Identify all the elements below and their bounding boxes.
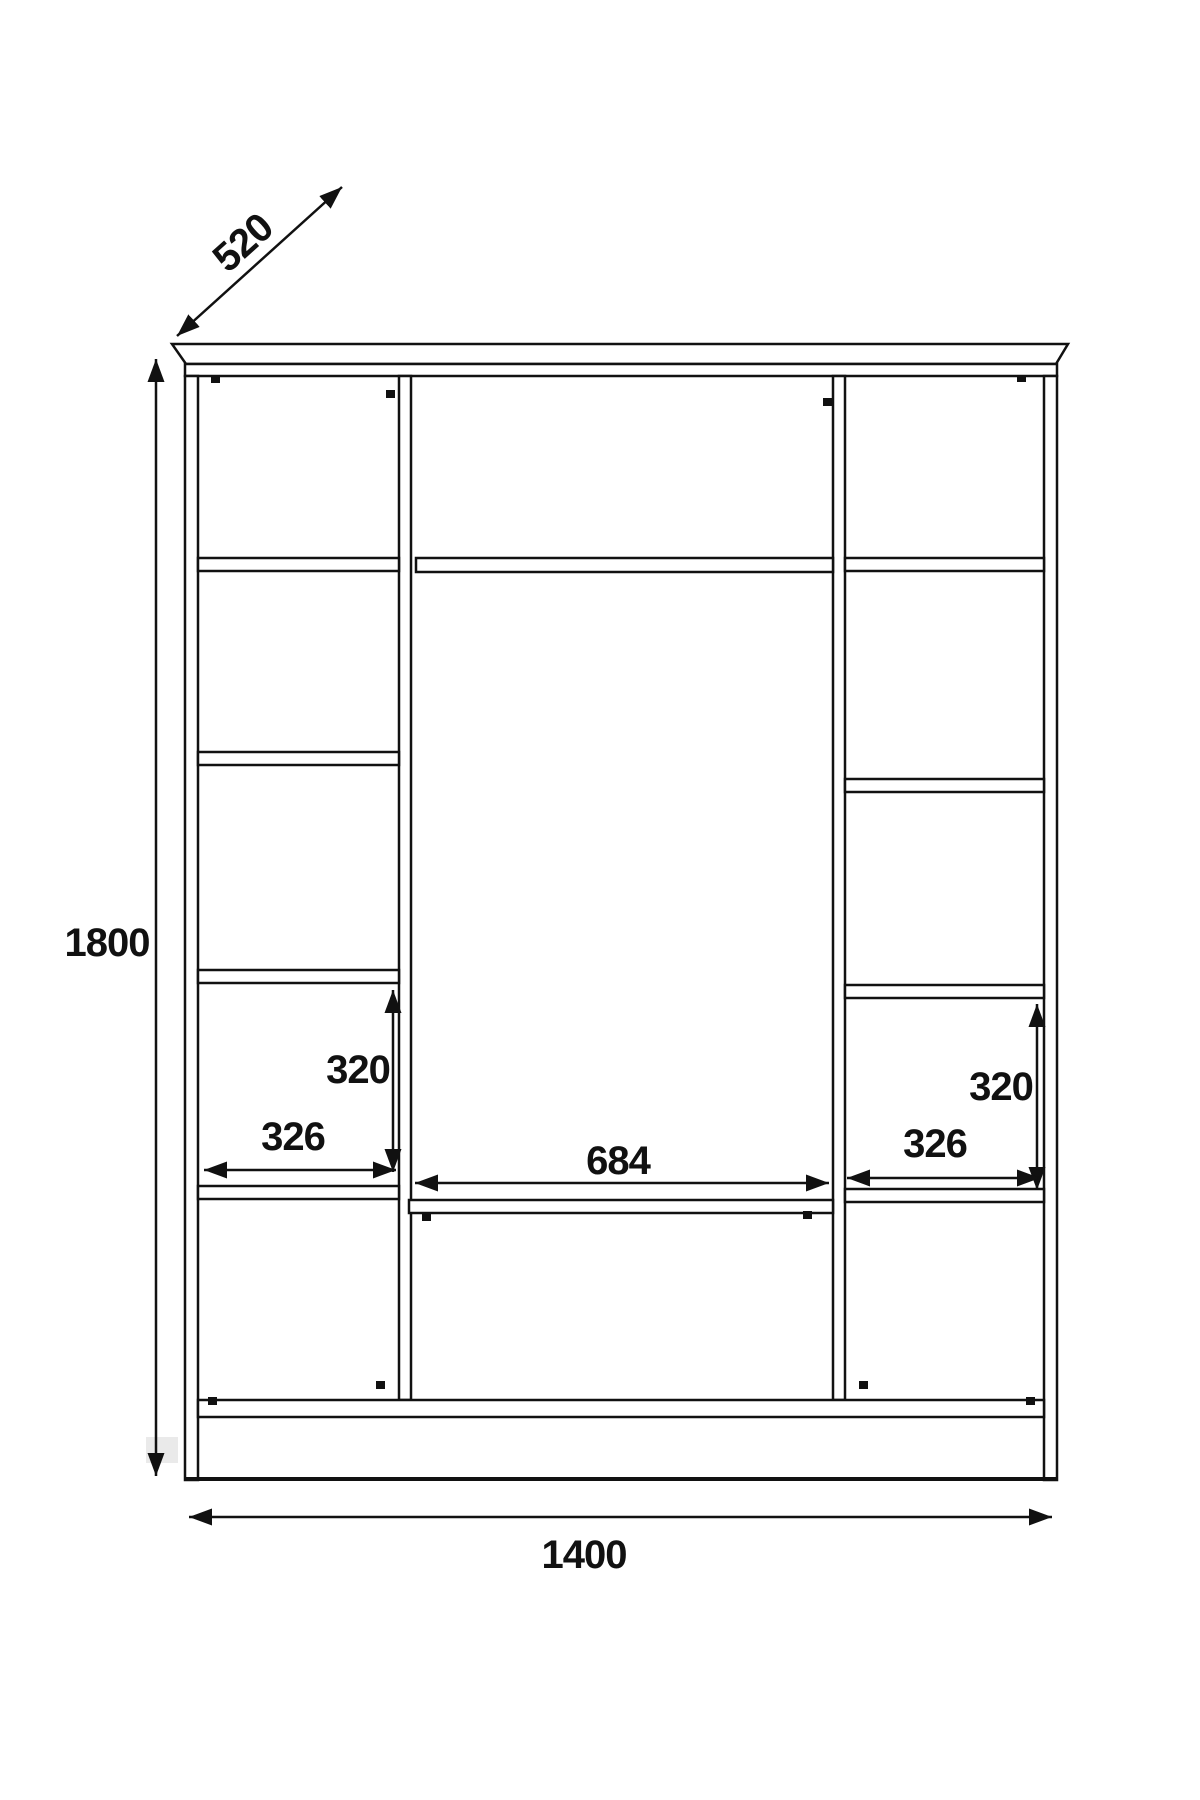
right-shelf-2 bbox=[845, 779, 1044, 792]
cam-lock-mark bbox=[422, 1213, 431, 1221]
center-top-shelf bbox=[416, 558, 833, 572]
center-bottom-shelf bbox=[409, 1200, 833, 1213]
cam-lock-mark bbox=[823, 398, 832, 406]
dim-width bbox=[189, 1517, 1052, 1577]
right-shelf-4 bbox=[845, 1189, 1044, 1202]
left-shelf-3 bbox=[198, 970, 399, 983]
dim-label-center-width: 684 bbox=[586, 1139, 650, 1183]
left-shelf-4 bbox=[198, 1186, 399, 1199]
watermark-artifact bbox=[146, 1437, 178, 1463]
dim-label-left-cell-height: 320 bbox=[326, 1048, 390, 1092]
hardware-marks bbox=[208, 375, 1035, 1405]
dim-height bbox=[65, 359, 156, 1476]
right-shelf-1 bbox=[845, 558, 1044, 571]
divider-right bbox=[833, 376, 845, 1400]
right-side-panel bbox=[1044, 376, 1057, 1480]
dim-right-cell-width bbox=[847, 1122, 1040, 1178]
left-shelf-2 bbox=[198, 752, 399, 765]
dim-line-depth bbox=[177, 187, 342, 336]
divider-left bbox=[399, 376, 411, 1400]
dim-label-height: 1800 bbox=[64, 921, 150, 965]
bottom-panel bbox=[198, 1400, 1044, 1417]
dim-left-cell-width bbox=[204, 1115, 396, 1170]
dim-center-width bbox=[415, 1139, 829, 1183]
dim-right-cell-height bbox=[969, 1004, 1037, 1190]
top-rail bbox=[185, 364, 1057, 376]
cam-lock-mark bbox=[386, 390, 395, 398]
dim-left-cell-height bbox=[326, 990, 393, 1172]
dim-label-right-cell-height: 320 bbox=[969, 1065, 1033, 1109]
left-side-panel bbox=[185, 376, 198, 1480]
cam-lock-mark bbox=[859, 1381, 868, 1389]
cam-lock-mark bbox=[208, 1397, 217, 1405]
wardrobe-structure bbox=[146, 344, 1068, 1480]
dim-label-left-cell-width: 326 bbox=[261, 1115, 325, 1159]
dim-label-width: 1400 bbox=[541, 1533, 627, 1577]
left-shelf-1 bbox=[198, 558, 399, 571]
cam-lock-mark bbox=[803, 1211, 812, 1219]
cam-lock-mark bbox=[1017, 375, 1026, 382]
cornice-top bbox=[172, 344, 1068, 364]
cam-lock-mark bbox=[1026, 1397, 1035, 1405]
right-shelf-3 bbox=[845, 985, 1044, 998]
dim-depth bbox=[177, 187, 342, 336]
dimension-annotations bbox=[65, 187, 1052, 1577]
dim-label-right-cell-width: 326 bbox=[903, 1122, 967, 1166]
cam-lock-mark bbox=[376, 1381, 385, 1389]
dim-label-depth: 520 bbox=[204, 205, 282, 281]
cam-lock-mark bbox=[211, 376, 220, 383]
